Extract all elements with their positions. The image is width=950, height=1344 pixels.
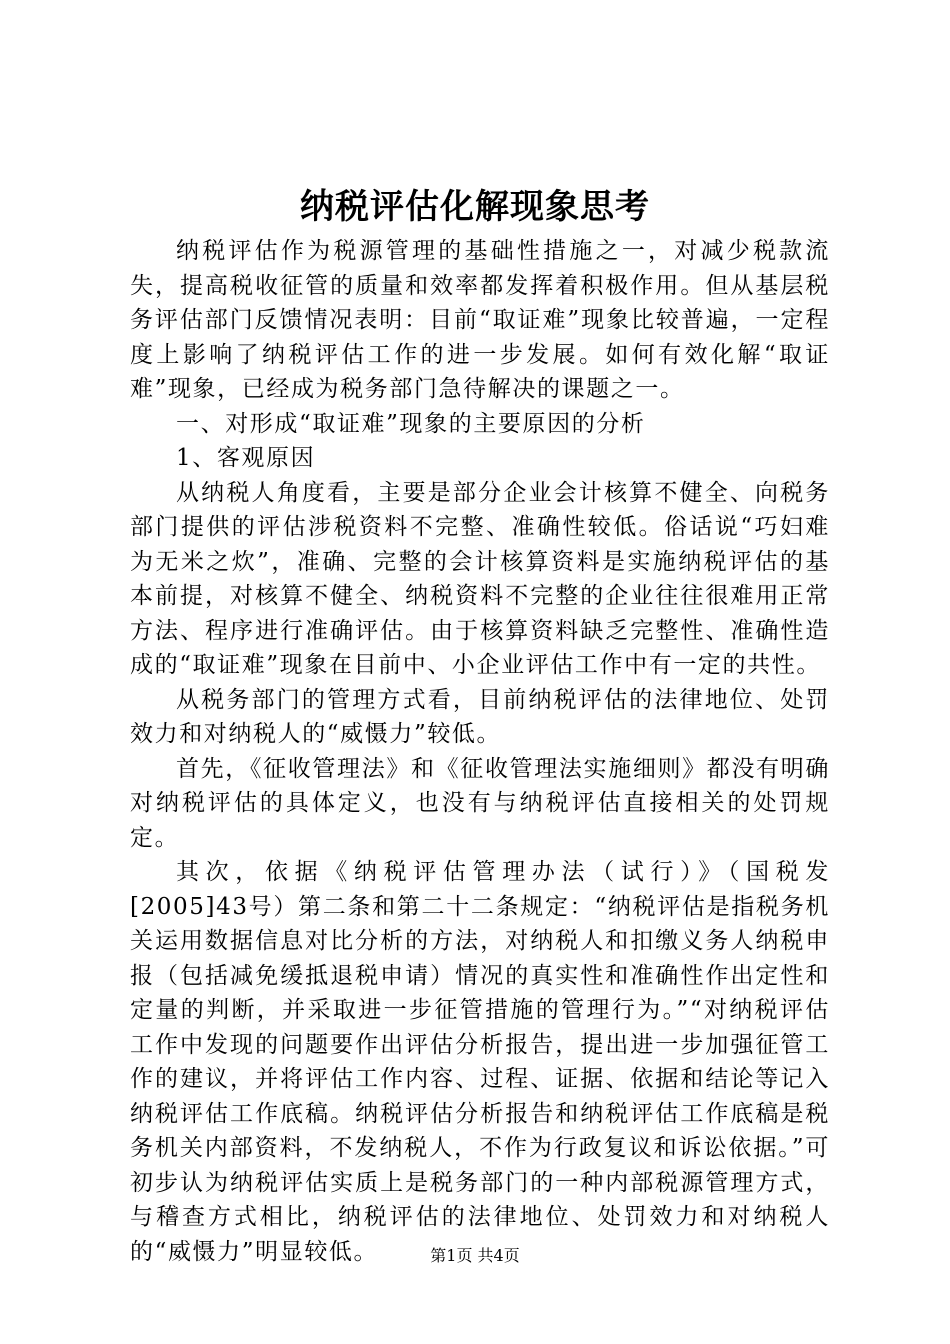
section-heading-1: 一、对形成“取证难”现象的主要原因的分析 bbox=[176, 410, 646, 437]
paragraph-taxpayer-perspective: 从纳税人角度看，主要是部分企业会计核算不健全、向税务部门提供的评估涉税资料不完整、准确性较低。俗话说“巧妇难为无米之炊”，准确、完整的会计核算资料是实施纳税评估的基本前提，对核算不健全、纳税资料不完整的企业往往很难用正常方法、程序进行准确评估。由于核算资料缺乏完整性、准确性造成的“取证难”现象在目前中、小企业评估工作中有一定的共性。 bbox=[130, 479, 830, 678]
paragraph-second-point: 其次，依据《纳税评估管理办法（试行）》（国税发[2005]43号）第二条和第二十二条规定：“纳税评估是指税务机关运用数据信息对比分析的方法，对纳税人和扣缴义务人纳税申报（包括减免缓抵退税申请）情况的真实性和准确性作出定性和定量的判断，并采取进一步征管措施的管理行为。”“对纳税评估工作中发现的问题要作出评估分析报告，提出进一步加强征管工作的建议，并将评估工作内容、过程、证据、依据和结论等记入纳税评估工作底稿。纳税评估分析报告和纳税评估工作底稿是税务机关内部资料，不发纳税人，不作为行政复议和诉讼依据。”可初步认为纳税评估实质上是税务部门的一种内部税源管理方式，与稽查方式相比，纳税评估的法律地位、处罚效力和对纳税人的“威慑力”明显较低。 bbox=[130, 859, 830, 1265]
document-body bbox=[130, 234, 830, 1269]
paragraph-intro: 纳税评估作为税源管理的基础性措施之一，对减少税款流失，提高税收征管的质量和效率都发挥着积极作用。但从基层税务评估部门反馈情况表明：目前“取证难”现象比较普遍，一定程度上影响了纳税评估工作的进一步发展。如何有效化解“取证难”现象，已经成为税务部门急待解决的课题之一。 bbox=[130, 238, 830, 402]
paragraph-tax-department-perspective: 从税务部门的管理方式看，目前纳税评估的法律地位、处罚效力和对纳税人的“威慑力”较低。 bbox=[130, 686, 830, 747]
document-title: 纳税评估化解现象思考 bbox=[300, 187, 650, 227]
paragraph-first-point: 首先，《征收管理法》和《征收管理法实施细则》都没有明确对纳税评估的具体定义，也没有与纳税评估直接相关的处罚规定。 bbox=[130, 755, 830, 851]
page-number-footer: 第1页 共4页 bbox=[430, 1246, 520, 1265]
subsection-heading-1: 1、客观原因 bbox=[176, 445, 316, 471]
